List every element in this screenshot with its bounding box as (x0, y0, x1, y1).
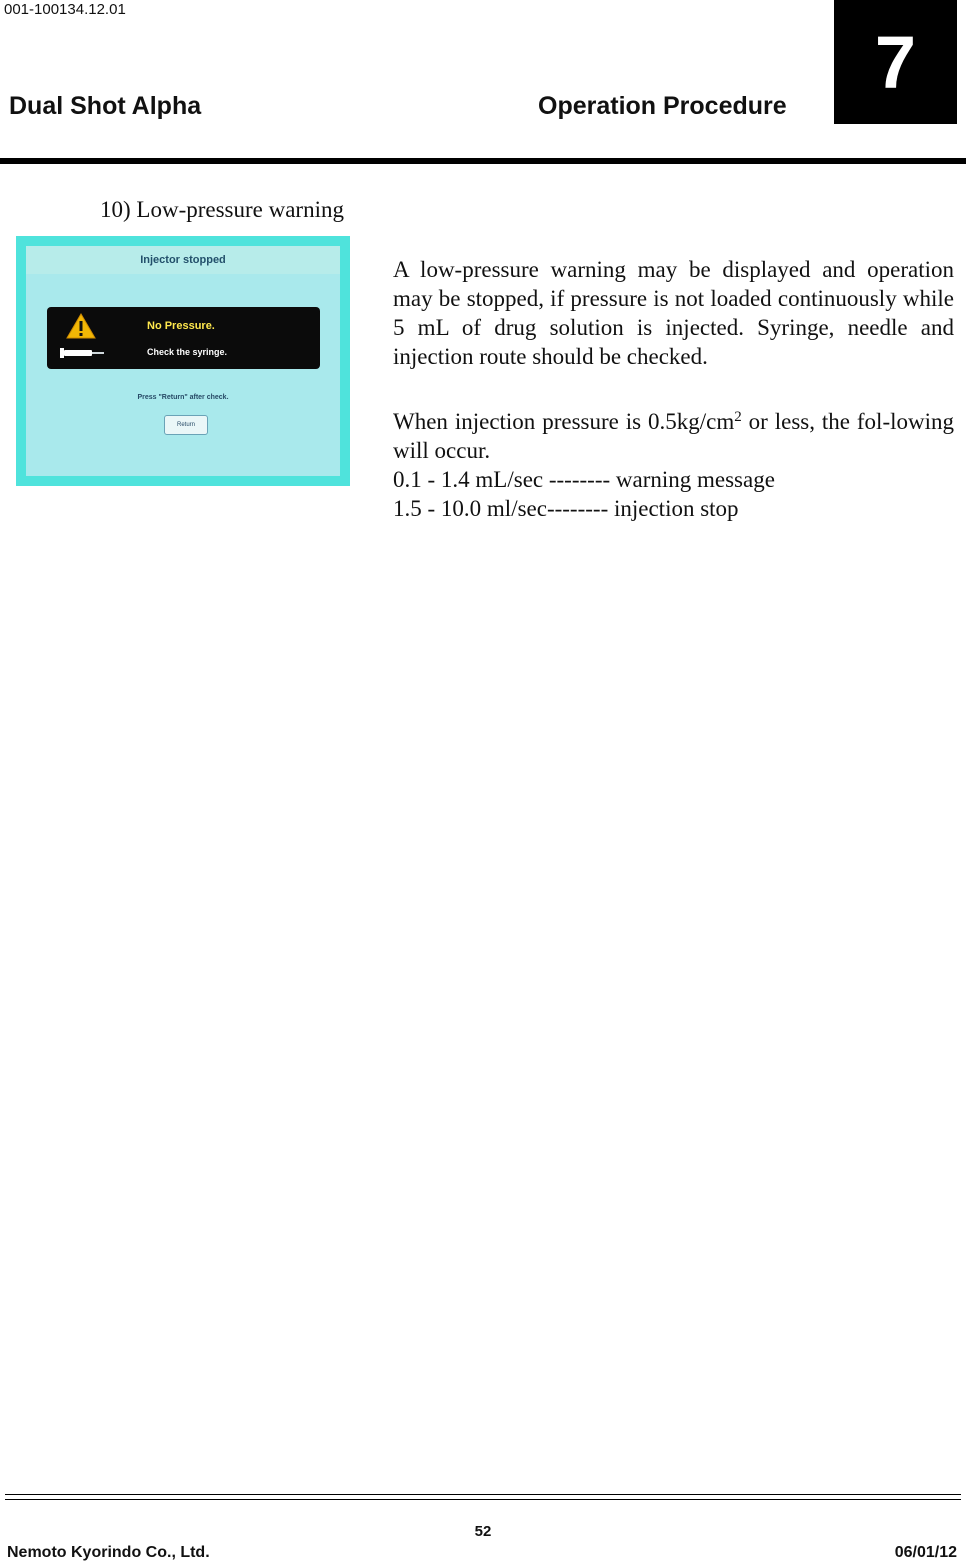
item-heading: 10) Low-pressure warning (100, 197, 344, 222)
rate-range: 1.5 - 10.0 ml/sec (393, 496, 547, 521)
no-pressure-message: No Pressure. (147, 320, 215, 332)
syringe-icon (58, 347, 106, 359)
rate-leader: -------- (543, 467, 616, 492)
description-paragraph: A low-pressure warning may be displayed and operation may be stopped, if pressure is not loaded continuously while 5 mL of drug solution is injected. Syringe, needle and injection route should be checked. (393, 257, 954, 369)
rate-leader: -------- (546, 496, 614, 521)
rate-result: warning message (615, 467, 775, 492)
return-prompt: Press "Return" after check. (137, 394, 229, 401)
dialog-body (26, 274, 340, 476)
pressure-text: When injection pressure is 0.5kg/cm (393, 409, 735, 434)
pressure-text-cont: or less, the fol-lowing will occur. (393, 409, 954, 463)
check-syringe-message: Check the syringe. (147, 347, 228, 357)
header-divider (0, 158, 966, 164)
rate-row (393, 494, 739, 523)
page-number: 52 (474, 1523, 492, 1540)
company-name: Nemoto Kyorindo Co., Ltd. (7, 1544, 210, 1561)
warning-icon (66, 313, 96, 339)
document-id: 001-100134.12.01 (4, 1, 126, 18)
product-name: Dual Shot Alpha (9, 92, 202, 120)
device-screenshot (16, 236, 350, 486)
pressure-paragraph (393, 407, 954, 465)
footer-divider (5, 1494, 961, 1495)
rate-range: 0.1 - 1.4 mL/sec (393, 467, 544, 492)
dialog-title: Injector stopped (26, 246, 340, 275)
footer-divider-secondary (5, 1499, 961, 1500)
superscript-2: 2 (734, 409, 742, 425)
chapter-number-tab: 7 (834, 0, 957, 124)
return-button: Return (164, 415, 208, 435)
rate-result: injection stop (613, 496, 739, 521)
section-title: Operation Procedure (538, 92, 787, 120)
document-date: 06/01/12 (894, 1544, 957, 1561)
rate-row (393, 465, 775, 494)
